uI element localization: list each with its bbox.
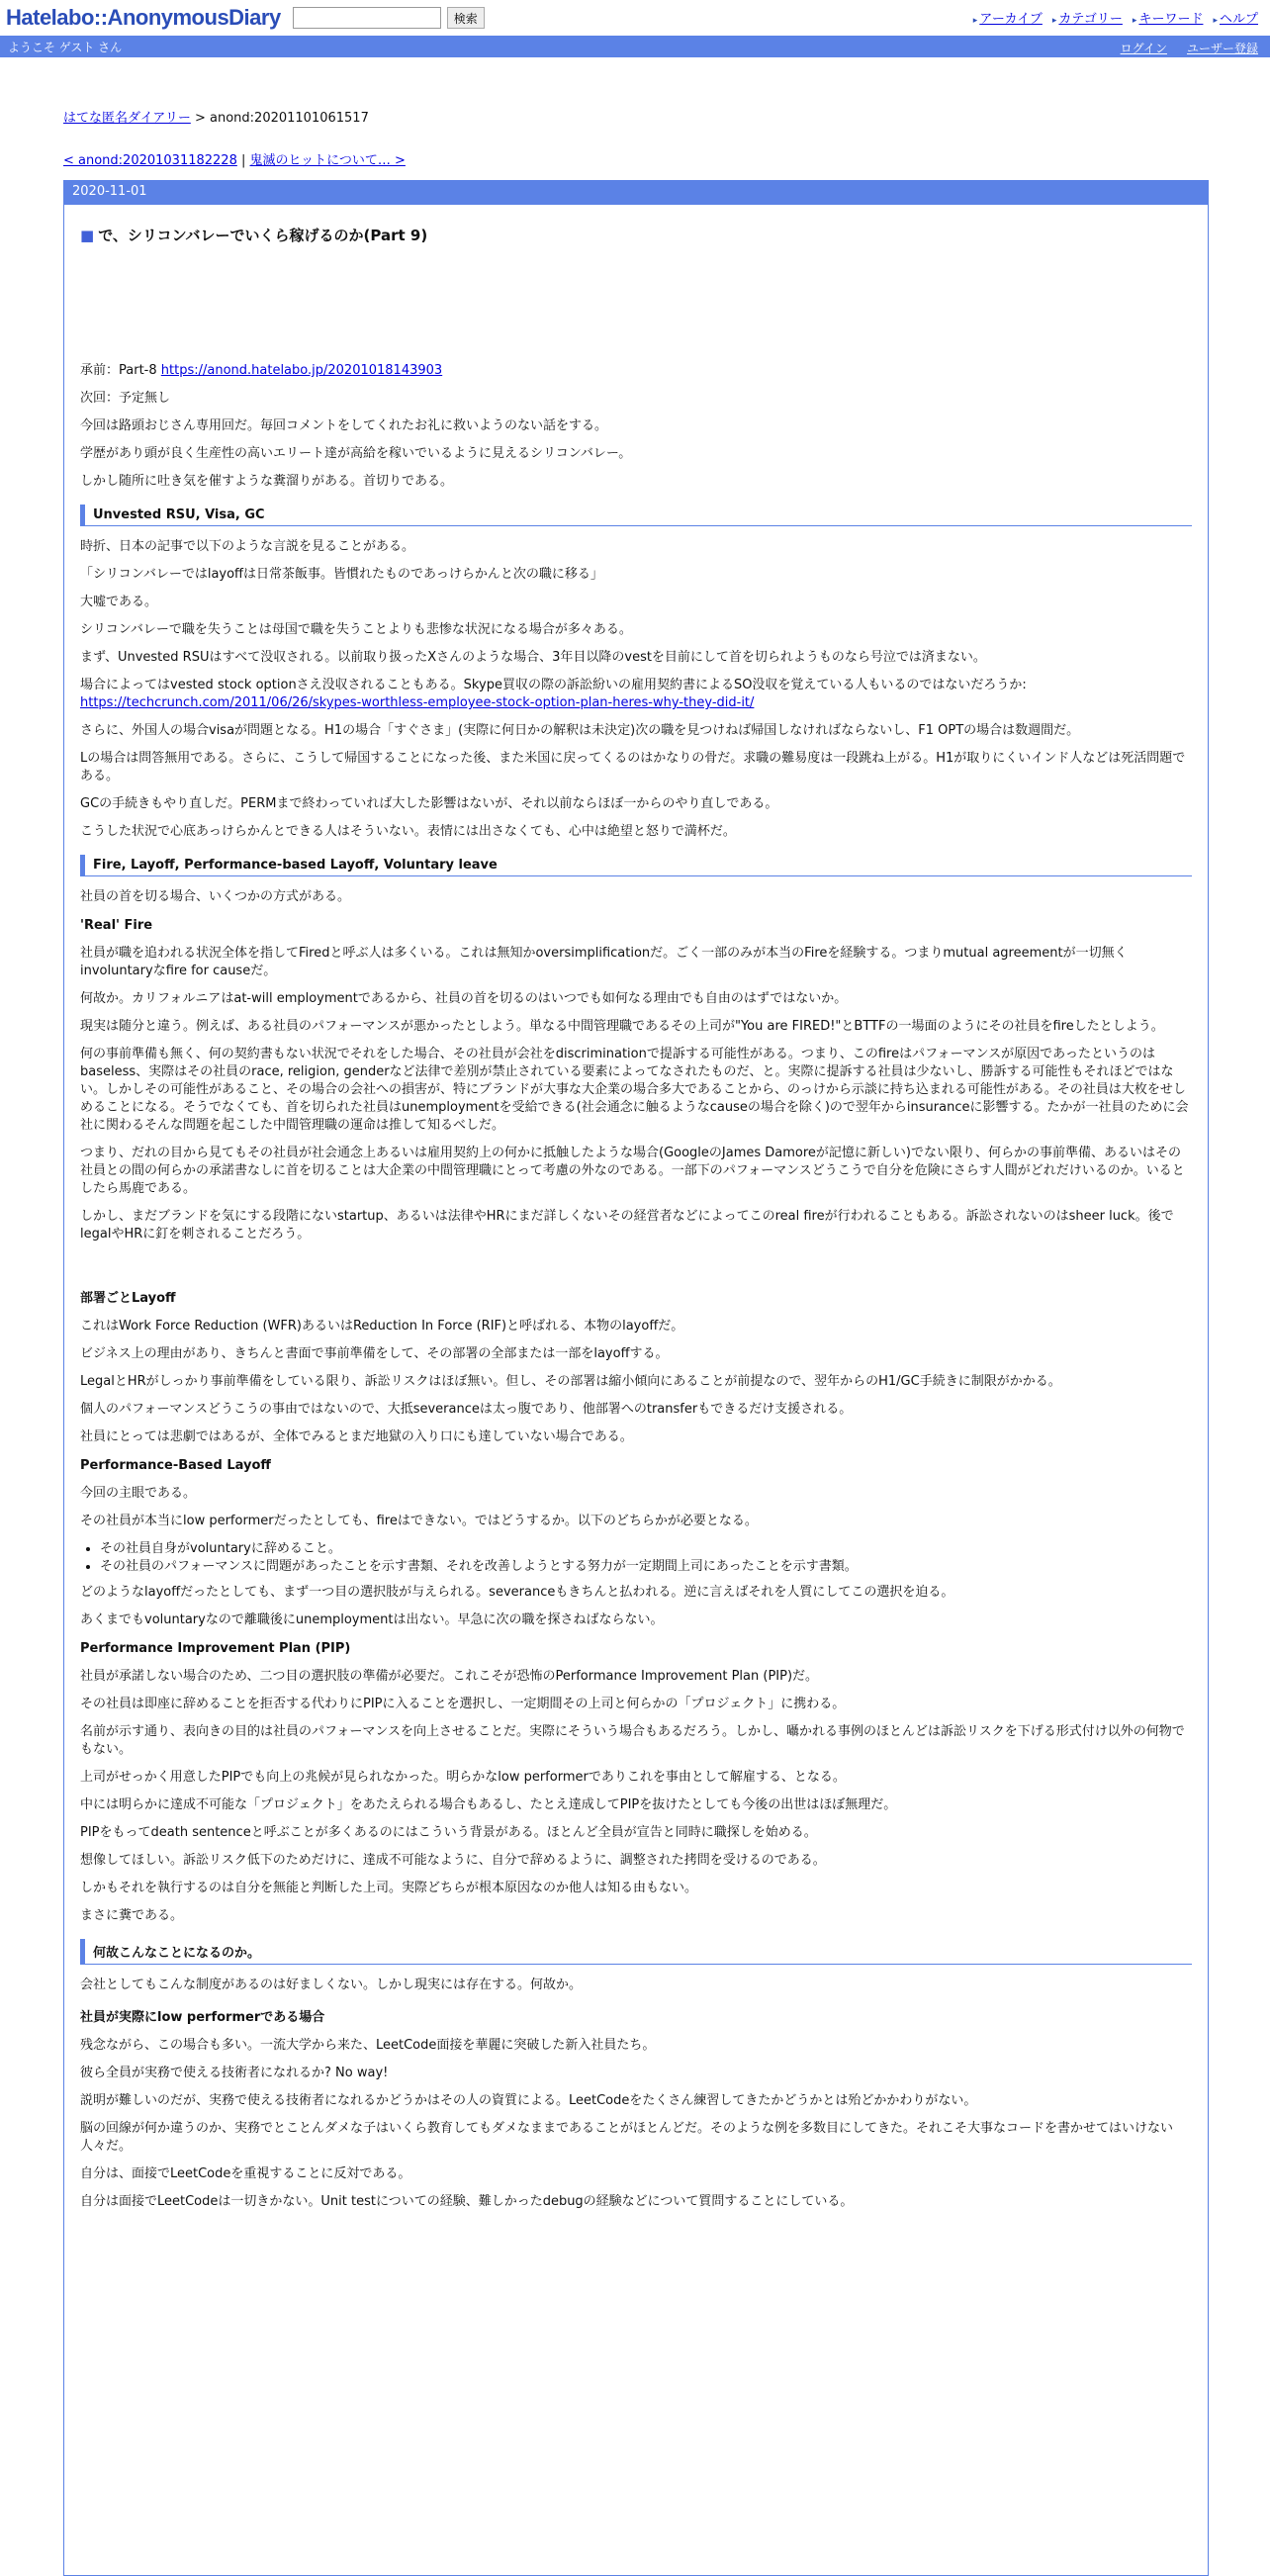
- top-bar: [0, 0, 1270, 36]
- paragraph: シリコンバレーで職を失うことは母国で職を失うことよりも悲惨な状況になる場合が多々ある。: [80, 622, 632, 637]
- list-item: • その社員のパフォーマンスに問題があったことを示す書類、それを改善しようとする努力が一定期間上司にあったことを示す書類。: [100, 1558, 1192, 1576]
- paragraph: [80, 362, 1192, 380]
- paragraph: その社員が本当にlow performerだったとしても、fireはできない。ではどうするか。以下のどちらかが必要となる。: [80, 1514, 758, 1528]
- login-link[interactable]: ログイン: [1120, 42, 1167, 55]
- paragraph: 大嘘である。: [80, 595, 158, 609]
- breadcrumb: [63, 107, 1270, 126]
- paragraph: 会社としてもこんな制度があるのは好ましくない。しかし現実には存在する。何故か。: [80, 1978, 583, 1992]
- paragraph-text: 場合によってはvested stock optionさえ没収されることもある。Skype買収の際の訴訟紛いの雇用契約書によるSO没収を覚えている人もいるのではないだろうか:: [80, 678, 1027, 692]
- subsection-heading: Performance-Based Layoff: [80, 1458, 271, 1473]
- paragraph: ビジネス上の理由があり、きちんと書面で事前準備をして、その部署の全部または一部をlayoffする。: [80, 1346, 669, 1361]
- register-link[interactable]: ユーザー登録: [1186, 42, 1258, 55]
- paragraph: 時折、日本の記事で以下のような言説を見ることがある。: [80, 539, 415, 554]
- search-input[interactable]: [293, 7, 441, 29]
- paragraph: 社員が承諾しない場合のため、二つ目の選択肢の準備が必要だ。これこそが恐怖のPerformance Improvement Plan (PIP)だ。: [80, 1669, 819, 1684]
- paragraph: 脳の回線が何か違うのか、実務でとことんダメな子はいくら教育してもダメなままであることがほとんどだ。そのような例を多数目にしてきた。それこそ大事なコードを書かせてはいけない人々だ。: [80, 2121, 1174, 2154]
- breadcrumb-home[interactable]: はてな匿名ダイアリー: [63, 111, 191, 126]
- paragraph: しかもそれを執行するのは自分を無能と判断した上司。実際どちらが根本原因なのか他人は知る由もない。: [80, 1881, 698, 1895]
- square-icon[interactable]: ■: [80, 227, 95, 244]
- paragraph: [80, 677, 1192, 712]
- paragraph: 今回の主眼である。: [80, 1486, 197, 1501]
- paragraph: 社員の首を切る場合、いくつかの方式がある。: [80, 889, 351, 904]
- subsection-heading: 'Real' Fire: [80, 918, 153, 933]
- paragraph: 想像してほしい。訴訟リスク低下のためだけに、達成不可能なように、自分で辞めるように、調整された拷問を受けるのである。: [80, 1853, 826, 1868]
- paragraph: しかし、まだブランドを気にする段階にないstartup、あるいは法律やHRにまだ詳しくないその経営者などによってこのreal fireが行われることもある。訴訟されないのはsheer luck。後でlegalやHRに釘を刺されることだろう。: [80, 1209, 1174, 1242]
- entry-title-text: で、シリコンバレーでいくら稼げるのか(Part 9): [98, 227, 428, 244]
- search-button[interactable]: 検索: [447, 7, 485, 29]
- site-logo[interactable]: Hatelabo::AnonymousDiary: [6, 5, 281, 30]
- option-list: [80, 1540, 1192, 1576]
- paragraph: 社員にとっては悲劇ではあるが、全体でみるとまだ地獄の入り口にも達していない場合である。: [80, 1429, 633, 1444]
- entry-body: [64, 225, 1208, 2211]
- paragraph: 「シリコンバレーではlayoffは日常茶飯事。皆慣れたものであっけらかんと次の職に移る」: [80, 567, 603, 582]
- paragraph: Lの場合は問答無用である。さらに、こうして帰国することになった後、また米国に戻ってくるのはかなりの骨だ。求職の難易度は一段跳ね上がる。H1が取りにくいインド人などは死活問題である。: [80, 751, 1186, 783]
- subsection-heading: 社員が実際にlow performerである場合: [80, 2010, 325, 2025]
- paragraph: どのようなlayoffだったとしても、まず一つ目の選択肢が与えられる。severanceもきちんと払われる。逆に言えばそれを人質にしてこの選択を迫る。: [80, 1585, 954, 1600]
- paragraph: これはWork Force Reduction (WFR)あるいはReduction In Force (RIF)と呼ばれる、本物のlayoffだ。: [80, 1319, 684, 1334]
- paragraph: つまり、だれの目から見てもその社員が社会通念上あるいは雇用契約上の何かに抵触したような場合(GoogleのJames Damoreが記憶に新しい)でない限り、何らかの事前準備、あるいはその社員との間の何らかの承諾書なしに首を切ることは大企業の中間管理職にとって考慮の外なのである。一部下のパフォーマンスどうこうで自分を危険にさらす人間がどれだけいるのか。いるとしたら馬鹿である。: [80, 1146, 1185, 1196]
- paragraph: 残念ながら、この場合も多い。一流大学から来た、LeetCode面接を華麗に突破した新入社員たち。: [80, 2038, 656, 2053]
- entry-date: 2020-11-01: [64, 181, 1208, 205]
- paragraph: 彼ら全員が実務で使える技術者になれるか? No way!: [80, 2066, 389, 2080]
- pager: [63, 149, 1270, 168]
- paragraph: 自分は面接でLeetCodeは一切きかない。Unit testについての経験、難しかったdebugの経験などについて質問することにしている。: [80, 2194, 854, 2209]
- paragraph: まず、Unvested RSUはすべて没収される。以前取り扱ったXさんのような場合、3年目以降のvestを目前にして首を切られようものなら号泣では済まない。: [80, 650, 986, 665]
- paragraph: 学歴があり頭が良く生産性の高いエリート達が高給を稼いでいるように見えるシリコンバレー。: [80, 446, 632, 461]
- paragraph: LegalとHRがしっかり事前準備をしている限り、訴訟リスクはほぼ無い。但し、その部署は縮小傾向にあることが前提なので、翌年からのH1/GC手続きに制限がかかる。: [80, 1374, 1061, 1389]
- prev-entry-link[interactable]: < anond:20201031182228: [63, 153, 237, 168]
- next-entry-link[interactable]: 鬼滅のヒットについて… >: [249, 153, 406, 168]
- paragraph: 社員が職を追われる状況全体を指してFiredと呼ぶ人は多くいる。これは無知かoversimplificationだ。ごく一部のみが本当のFireを経験する。つまりmutual agreementが一切無くinvoluntaryなfire for causeだ。: [80, 946, 1128, 978]
- entry-title: [80, 225, 1192, 245]
- welcome-bar: [0, 36, 1270, 57]
- paragraph: 名前が示す通り、表向きの目的は社員のパフォーマンスを向上させることだ。実際にそういう場合もあるだろう。しかし、囁かれる事例のほとんどは訴訟リスクを下げる形式付け以外の何物でもない。: [80, 1724, 1185, 1757]
- paragraph: PIPをもってdeath sentenceと呼ぶことが多くあるのにはこういう背景がある。ほとんど全員が宣告と同時に職探しを始める。: [80, 1825, 817, 1840]
- paragraph: 中には明らかに達成不可能な「プロジェクト」をあたえられる場合もあるし、たとえ達成してPIPを抜けたとしても今後の出世はほぼ無理だ。: [80, 1797, 897, 1812]
- paragraph: 何の事前準備も無く、何の契約書もない状況でそれをした場合、その社員が会社をdiscriminationで提訴する可能性がある。つまり、このfireはパフォーマンスが原因であったというのはbaseless、実際はその社員のrace, religion, genderなど法律で差別が禁止されている要素によってなされたものだ、と。実際に提訴する社員は少ないし、勝訴する可能性もそれほどではない。しかしその可能性があること、その場合の会社への損害が、特にブランドが大事な大企業の場合多大であることから、のっけから示談に持ち込まれる可能性がある。その社員は大枚をせしめることになる。そうでなくても、首を切られた社員はunemploymentを受給できる(社会通念に触るようなcauseの場合を除く)ので翌年からinsuranceに影響する。たかが一社員のために会社に関わるそんな問題を起こした中間管理職の運命は推して知るべしだ。: [80, 1047, 1189, 1133]
- day-box: [63, 180, 1209, 2576]
- keyword-link[interactable]: ▸ キーワード: [1133, 8, 1204, 27]
- paragraph: 個人のパフォーマンスどうこうの事由ではないので、大抵severanceは太っ腹であり、他部署へのtransferもできるだけ支援される。: [80, 1402, 853, 1417]
- paragraph: こうした状況で心底あっけらかんとできる人はそういない。表情には出さなくても、心中は絶望と怒りで満杯だ。: [80, 824, 736, 839]
- paragraph: しかし随所に吐き気を催すような糞溜りがある。首切りである。: [80, 474, 454, 489]
- paragraph: あくまでもvoluntaryなので離職後にunemploymentは出ない。早急に次の職を探さねばならない。: [80, 1612, 664, 1627]
- paragraph: その社員は即座に辞めることを拒否する代わりにPIPに入ることを選択し、一定期間その上司と何らかの「プロジェクト」に携わる。: [80, 1697, 846, 1711]
- paragraph: 説明が難しいのだが、実務で使える技術者になれるかどうかはその人の資質による。LeetCodeをたくさん練習してきたかどうかとは殆どかかわりがない。: [80, 2093, 977, 2108]
- paragraph: さらに、外国人の場合visaが問題となる。H1の場合「すぐさま」(実際に何日かの解釈は未決定)次の職を見つけねば帰国しなければならないし、F1 OPTの場合は数週間だ。: [80, 723, 1080, 738]
- section-heading: Unvested RSU, Visa, GC: [80, 505, 1192, 526]
- category-link[interactable]: ▸ カテゴリー: [1052, 8, 1123, 27]
- paragraph: まさに糞である。: [80, 1908, 184, 1923]
- paragraph: 上司がせっかく用意したPIPでも向上の兆候が見られなかった。明らかなlow performerでありこれを事由として解雇する、となる。: [80, 1770, 846, 1785]
- paragraph: GCの手続きもやり直しだ。PERMまで終わっていれば大した影響はないが、それ以前ならほぼ一からのやり直しである。: [80, 796, 778, 811]
- top-links: [973, 8, 1258, 27]
- subsection-heading: Performance Improvement Plan (PIP): [80, 1641, 351, 1656]
- paragraph: 次回：予定無し: [80, 391, 171, 406]
- paragraph: 何故か。カリフォルニアはat-will employmentであるから、社員の首を切るのはいつでも如何なる理由でも自由のはずではないか。: [80, 991, 848, 1006]
- paragraph: 自分は、面接でLeetCodeを重視することに反対である。: [80, 2166, 411, 2181]
- pager-sep: |: [236, 153, 250, 168]
- section-heading: Fire, Layoff, Performance-based Layoff, Voluntary leave: [80, 855, 1192, 876]
- paragraph-text: 承前：Part-8: [80, 363, 161, 378]
- list-item: • その社員自身がvoluntaryに辞めること。: [100, 1540, 1192, 1558]
- section-heading: 何故こんなことになるのか。: [80, 1939, 1192, 1965]
- breadcrumb-current: anond:20201101061517: [210, 111, 369, 126]
- paragraph: 現実は随分と違う。例えば、ある社員のパフォーマンスが悪かったとしよう。単なる中間管理職であるその上司が"You are FIRED!"とBTTFの一場面のようにその社員をfireしたとしよう。: [80, 1019, 1164, 1034]
- techcrunch-link[interactable]: https://techcrunch.com/2011/06/26/skypes-worthless-employee-stock-option-plan-heres-why-they-did-it/: [80, 695, 755, 710]
- help-link[interactable]: ▸ ヘルプ: [1213, 8, 1258, 27]
- breadcrumb-sep: >: [190, 111, 211, 126]
- paragraph: 今回は路頭おじさん専用回だ。毎回コメントをしてくれたお礼に救いようのない話をする。: [80, 418, 608, 433]
- part8-link[interactable]: https://anond.hatelabo.jp/20201018143903: [160, 363, 443, 378]
- subsection-heading: 部署ごとLayoff: [80, 1291, 176, 1306]
- welcome-text: ようこそ ゲスト さん: [8, 40, 123, 54]
- archive-link[interactable]: ▸ アーカイブ: [973, 8, 1043, 27]
